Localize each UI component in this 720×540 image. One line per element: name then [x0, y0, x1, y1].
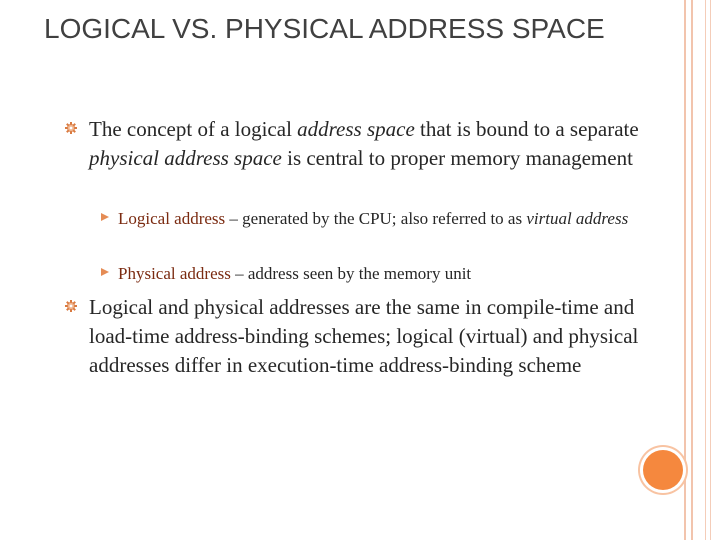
- bullet-2-text: Logical and physical addresses are the same in compile-time and load-time address-binding schemes; logical (virtual) and physical addresses differ in execution-time address-binding scheme: [89, 295, 639, 377]
- slide-title: LOGICAL VS. PHYSICAL ADDRESS SPACE: [44, 13, 605, 44]
- sub-bullet-2-text: [118, 262, 638, 286]
- bullet-1-text-part-5: is central to proper memory management: [281, 146, 633, 170]
- right-border-rail-4: [710, 0, 711, 540]
- right-border-rail-3: [705, 0, 706, 540]
- decorative-orange-circle: [643, 450, 683, 490]
- term-physical-address: Physical address: [118, 264, 231, 283]
- sub-bullet-1-italic-virtual-address: virtual address: [526, 209, 629, 228]
- triangle-bullet-icon: [100, 212, 110, 222]
- sub-bullet-1-text: [118, 207, 638, 231]
- bullet-1-text-part-3: that is bound to a separate: [414, 117, 639, 141]
- sub-bullet-1-description: – generated by the CPU; also referred to as: [225, 209, 527, 228]
- bullet-1-italic-address-space: address space: [297, 117, 415, 141]
- term-logical-address: Logical address: [118, 209, 226, 228]
- triangle-bullet-icon: [100, 267, 110, 277]
- gear-icon: [65, 122, 77, 134]
- right-border-rail-2: [691, 0, 693, 540]
- bullet-1-text: [89, 115, 649, 173]
- sub-bullet-2-description: – address seen by the memory unit: [230, 264, 472, 283]
- gear-icon: [65, 300, 77, 312]
- bullet-1-italic-physical-address-space: physical address space: [89, 146, 282, 170]
- bullet-1-text-part-1: The concept of a logical: [89, 117, 298, 141]
- right-border-rail-1: [684, 0, 686, 540]
